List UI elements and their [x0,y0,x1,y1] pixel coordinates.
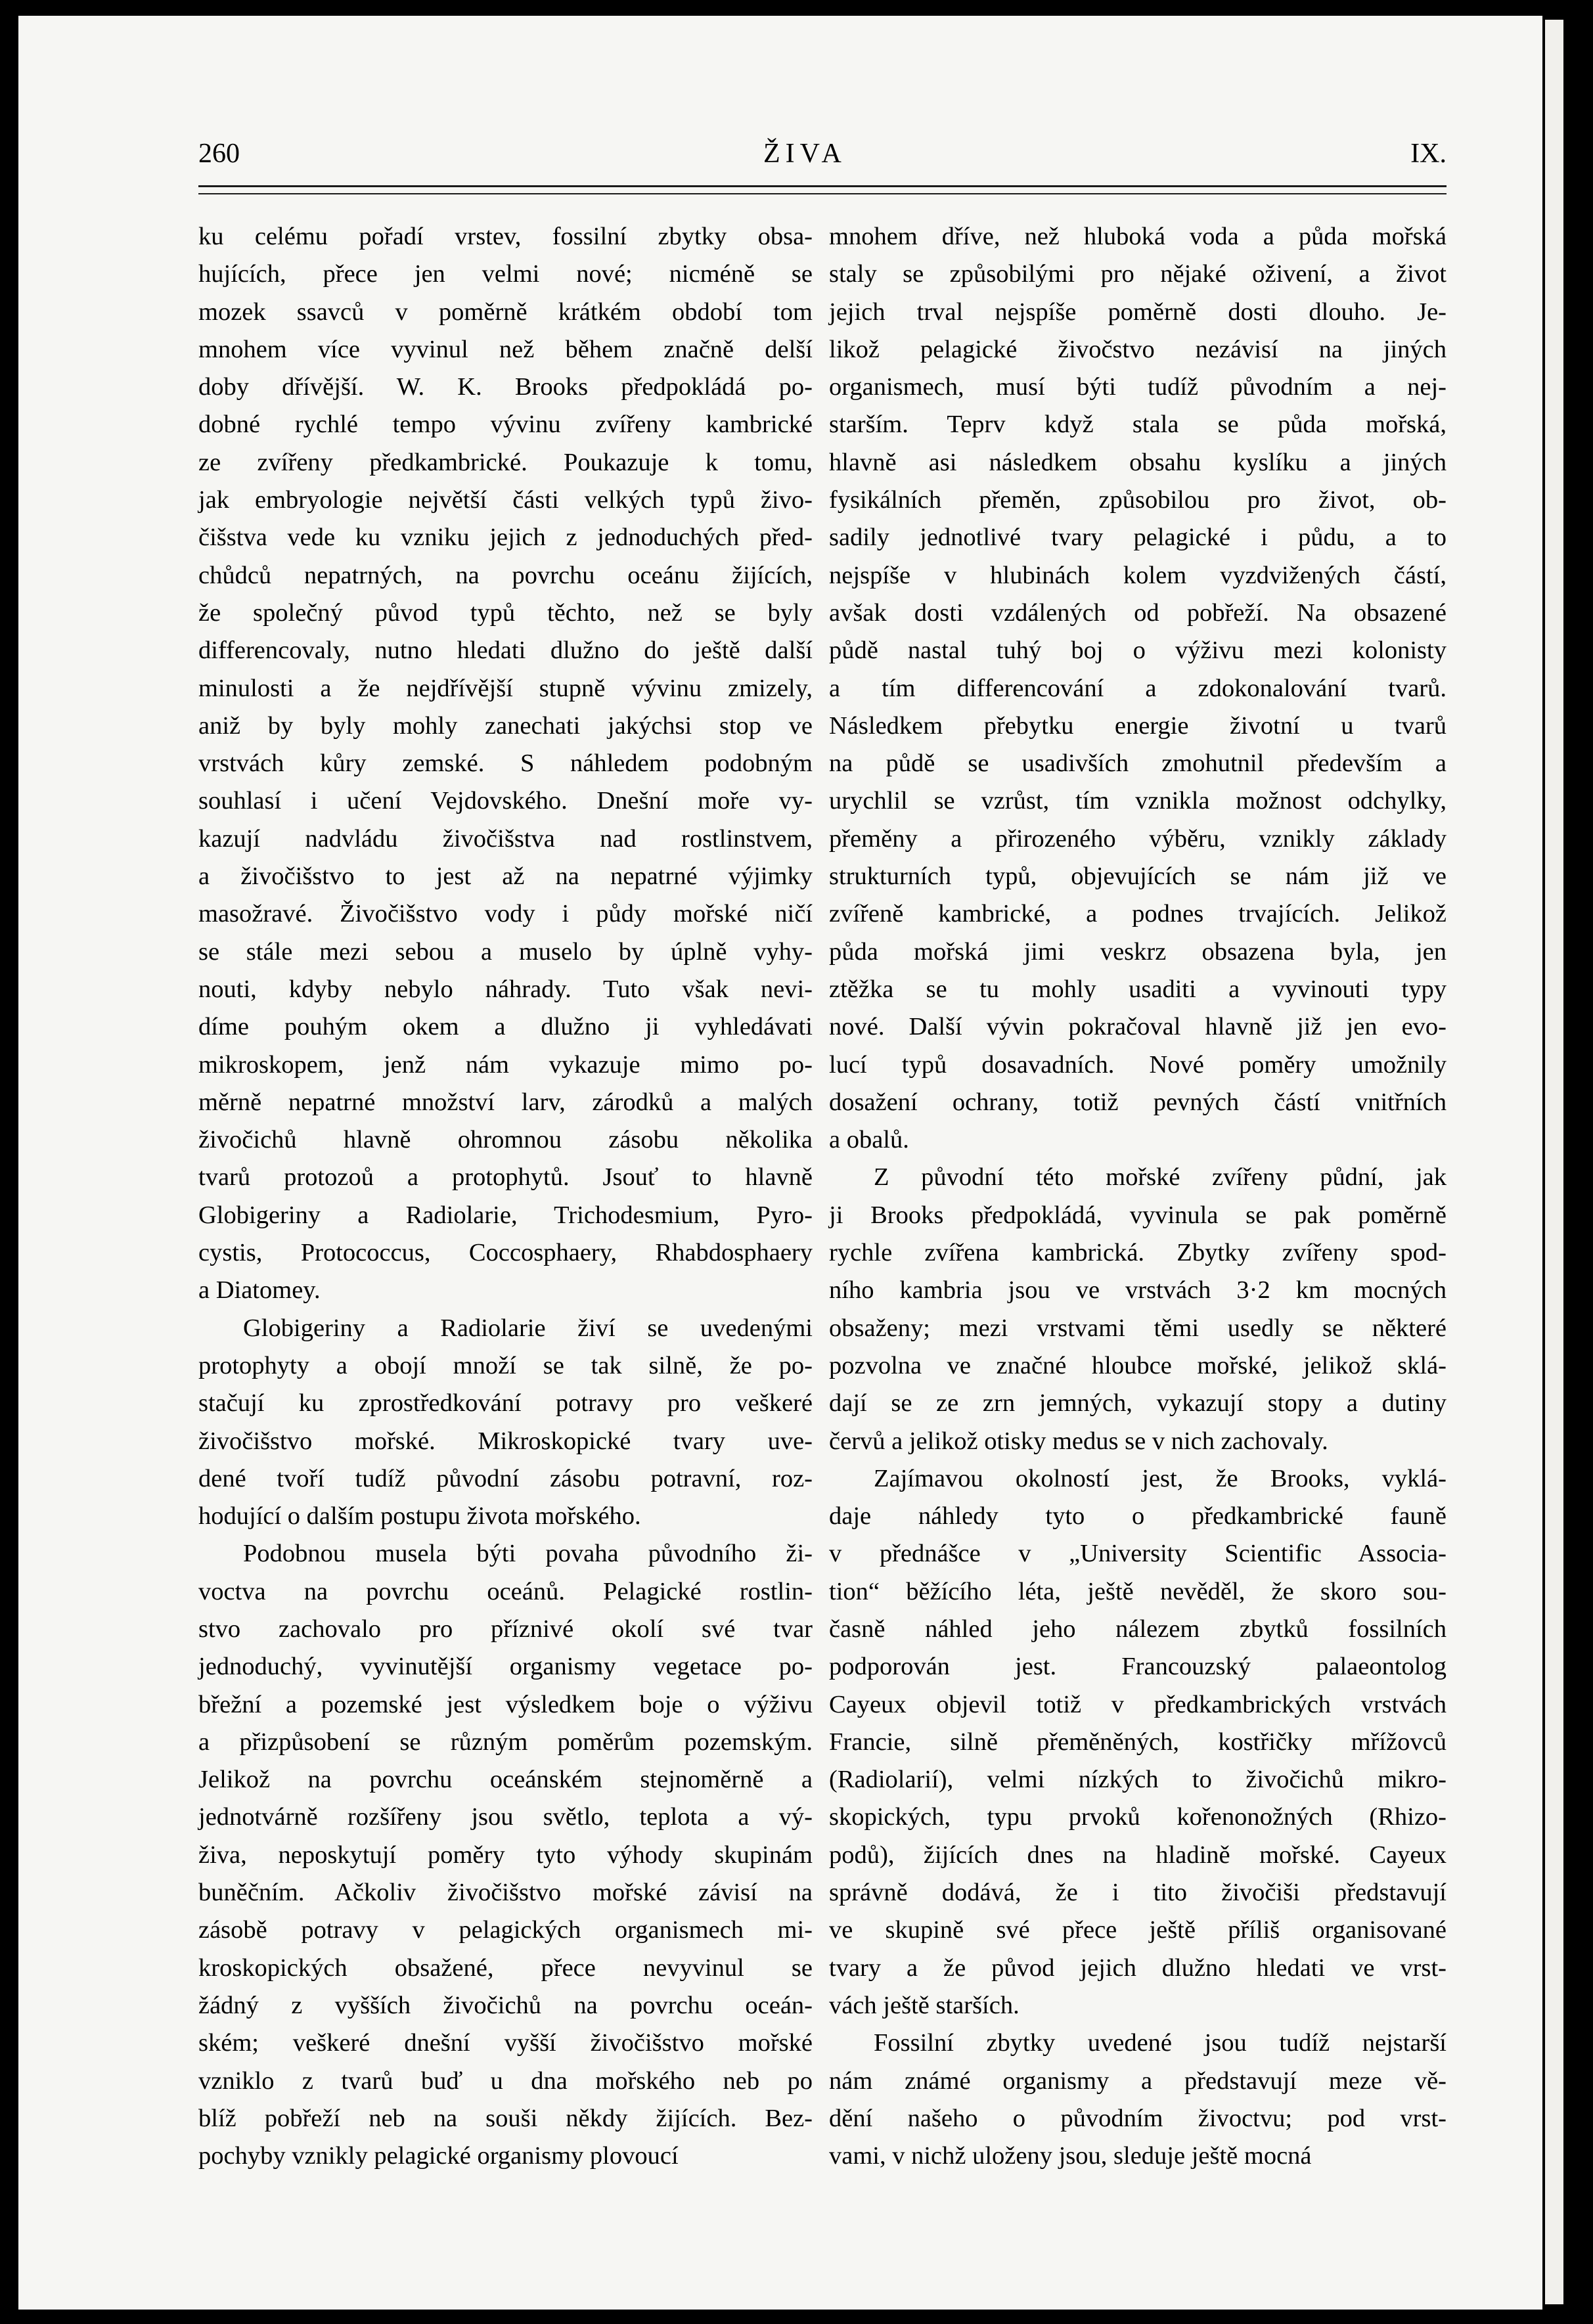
text-line: tvarů protozoů a protophytů. Jsouť to hlavně [198,1163,813,1192]
text-line: protophyty a obojí množí se tak silně, že po- [198,1351,813,1379]
text-line: rychle zvířena kambrická. Zbytky zvířeny spod- [829,1239,1447,1267]
text-line: žádný z vyšších živočichů na povrchu oceán- [198,1991,813,2019]
volume-number: IX. [1410,139,1447,169]
text-line: starším. Teprv když stala se půda mořská, [829,411,1447,439]
text-line: doby dřívější. W. K. Brooks předpokládá po- [198,373,813,401]
text-line: aniž by byly mohly zanechati jakýchsi stop ve [198,711,813,740]
text-line: differencovaly, nutno hledati dlužno do ještě další [198,637,813,665]
film-edge [1545,20,1563,2304]
text-line: obsaženy; mezi vrstvami těmi usedly se některé [829,1314,1447,1342]
left-column [198,218,813,2175]
text-line: ském; veškeré dnešní vyšší živočišstvo mořské [198,2029,813,2057]
text-line: lucí typů dosavadních. Nové poměry umožnily [829,1050,1447,1079]
journal-title: ŽIVA [763,139,847,169]
text-line: hlavně asi následkem obsahu kyslíku a jiných [829,448,1447,476]
text-line: Podobnou musela býti povaha původního ži- [243,1540,813,1568]
text-line: souhlasí i učení Vejdovského. Dnešní moře vy- [198,787,813,815]
paragraph [829,2024,1447,2175]
text-line: Z původní této mořské zvířeny půdní, jak [874,1163,1447,1192]
text-line: pochyby vznikly pelagické organismy plovoucí [198,2142,679,2170]
text-line: organismech, musí býti tudíž původním a nej- [829,373,1447,401]
text-line: mnohem dříve, než hluboká voda a půda mořská [829,223,1447,250]
text-line: Globigeriny a Radiolarie živí se uvedenými [243,1314,813,1342]
text-line: jednoduchý, vyvinutější organismy vegetace po- [198,1653,813,1681]
right-column [829,218,1447,2175]
text-line: buněčním. Ačkoliv živočišstvo mořské závisí na [198,1879,813,1907]
text-line: Fossilní zbytky uvedené jsou tudíž nejstarší [874,2029,1447,2057]
text-line: nejspíše v hlubinách kolem vyzdvižených částí, [829,561,1447,589]
text-line: pozvolna ve značné hloubce mořské, jelikož sklá- [829,1351,1447,1379]
text-line: fysikálních přeměn, způsobilou pro život, ob- [829,486,1447,514]
text-line: na půdě se usadivších zmohutnil především a [829,749,1447,778]
text-line: Jelikož na povrchu oceánském stejnoměrně a [198,1766,813,1794]
text-line: strukturních typů, objevujících se nám již ve [829,862,1447,891]
text-line: hodující o dalším postupu života mořského. [198,1502,641,1531]
text-line: ve skupině své přece ještě příliš organisované [829,1916,1447,1944]
text-line: živočišstvo mořské. Mikroskopické tvary uve- [198,1427,813,1455]
text-line: blíž pobřeží neb na souši někdy žijících. Bez- [198,2104,813,2132]
paragraph [829,218,1447,1159]
paragraph [198,218,813,1310]
text-line: a obalů. [829,1126,909,1154]
text-line: časně náhled jeho nálezem zbytků fossilních [829,1615,1447,1643]
text-line: podporován jest. Francouzský palaeontolog [829,1653,1447,1681]
text-line: avšak dosti vzdálených od pobřeží. Na obsazené [829,598,1447,627]
text-line: v přednášce v „University Scientific Associa- [829,1540,1447,1568]
text-line: mikroskopem, jenž nám vykazuje mimo po- [198,1050,813,1079]
text-line: cystis, Protococcus, Coccosphaery, Rhabdosphaery [198,1239,813,1267]
text-line: mozek ssavců v poměrně krátkém období tom [198,298,813,326]
text-line: správně dodává, že i tito živočiši představují [829,1879,1447,1907]
text-line: podů), žijících dnes na hladině mořské. Cayeux [829,1841,1447,1869]
text-line: dobné rychlé tempo vývinu zvířeny kambrické [198,411,813,439]
text-line: vrstvách kůry zemské. S náhledem podobným [198,749,813,778]
text-line: Následkem přebytku energie životní u tvarů [829,711,1447,740]
text-line: přeměny a přirozeného výběru, vznikly základy [829,824,1447,853]
text-line: břežní a pozemské jest výsledkem boje o výživu [198,1690,813,1718]
text-line: nouti, kdyby nebylo náhrady. Tuto však nevi- [198,975,813,1003]
text-line: stvo zachovalo pro příznivé okolí své tvar [198,1615,813,1643]
text-line: ku celému pořadí vrstev, fossilní zbytky obsa- [198,223,813,250]
text-line: nám známé organismy a představují meze vě- [829,2067,1447,2095]
text-line: jednotvárně rozšířeny jsou světlo, teplota a vý- [198,1803,813,1831]
paragraph [829,1159,1447,1460]
text-line: chůdců nepatrných, na povrchu oceánu žijících, [198,561,813,589]
text-line: urychlil se vzrůst, tím vznikla možnost odchylky, [829,787,1447,815]
text-line: tion“ běžícího léta, ještě nevěděl, že skoro sou- [829,1577,1447,1605]
text-line: Zajímavou okolností jest, že Brooks, vyklá- [874,1464,1447,1492]
text-line: ji Brooks předpokládá, vyvinula se pak poměrně [829,1201,1447,1229]
text-line: půda mořská jimi veskrz obsazena byla, jen [829,937,1447,966]
text-line: sadily jednotlivé tvary pelagické i půdu, a to [829,524,1447,552]
text-line: mnohem více vyvinul než během značně delší [198,335,813,363]
paragraph [198,1310,813,1536]
text-line: že společný původ typů těchto, než se byly [198,598,813,627]
text-line: jejich trval nejspíše poměrně dosti dlouho. Je- [829,298,1447,326]
text-line: vách ještě starších. [829,1991,1020,2019]
page-number: 260 [198,139,240,169]
text-line: nové. Další vývin pokračoval hlavně již jen evo- [829,1013,1447,1041]
text-line: kroskopických obsažené, přece nevyvinul se [198,1954,813,1982]
text-line: masožravé. Živočišstvo vody i půdy mořské ničí [198,900,813,928]
text-line: vzniklo z tvarů buď u dna mořského neb po [198,2067,813,2095]
text-line: červů a jelikož otisky medus se v nich zachovaly. [829,1427,1328,1455]
paragraph [198,1535,813,2175]
page-header [198,138,1447,184]
text-line: a živočišstvo to jest až na nepatrné výjimky [198,862,813,891]
text-line: ního kambria jsou ve vrstvách 3·2 km mocných [829,1276,1447,1305]
text-line: ztěžka se tu mohly usaditi a vyvinouti typy [829,975,1447,1003]
text-line: zvířeně kambrické, a podnes trvajících. Jelikož [829,900,1447,928]
text-line: kazují nadvládu živočišstva nad rostlinstvem, [198,824,813,853]
text-line: voctva na povrchu oceánů. Pelagické rostlin- [198,1577,813,1605]
text-line: staly se způsobilými pro nějaké oživení, a život [829,260,1447,288]
text-line: půdě nastal tuhý boj o výživu mezi kolonisty [829,637,1447,665]
text-line: Francie, silně přeměněných, kostřičky mřížovců [829,1728,1447,1756]
header-rule [198,185,1447,194]
text-line: živočichů hlavně ohromnou zásobu několika [198,1126,813,1154]
text-line: jak embryologie největší části velkých typů živo- [198,486,813,514]
text-line: dosažení ochrany, totiž pevných částí vnitřních [829,1088,1447,1116]
text-line: dají se ze zrn jemných, vykazují stopy a dutiny [829,1389,1447,1418]
text-line: vami, v nichž uloženy jsou, sleduje ještě mocná [829,2142,1312,2170]
text-line: skopických, typu prvoků kořenonožných (Rhizo- [829,1803,1447,1831]
text-line: čišstva vede ku vzniku jejich z jednoduchých před- [198,524,813,552]
text-line: stačují ku zprostředkování potravy pro veškeré [198,1389,813,1418]
text-line: Globigeriny a Radiolarie, Trichodesmium, Pyro- [198,1201,813,1229]
text-line: dené tvoří tudíž původní zásobu potravní, roz- [198,1464,813,1492]
text-line: (Radiolarií), velmi nízkých to živočichů mikro- [829,1766,1447,1794]
paragraph [829,1460,1447,2024]
text-line: zásobě potravy v pelagických organismech mi- [198,1916,813,1944]
text-line: tvary a že původ jejich dlužno hledati ve vrst- [829,1954,1447,1982]
text-line: Cayeux objevil totiž v předkambrických vrstvách [829,1690,1447,1718]
text-line: měrně nepatrné množství larv, zárodků a malých [198,1088,813,1116]
text-line: a přizpůsobení se různým poměrům pozemským. [198,1728,813,1756]
text-line: a tím differencování a zdokonalování tvarů. [829,674,1447,702]
text-line: díme pouhým okem a dlužno ji vyhledávati [198,1013,813,1041]
text-line: se stále mezi sebou a muselo by úplně vyhy- [198,937,813,966]
text-line: likož pelagické živočstvo nezávisí na jiných [829,335,1447,363]
text-line: hujících, přece jen velmi nové; nicméně se [198,260,813,288]
text-line: minulosti a že nejdřívější stupně vývinu zmizely, [198,674,813,702]
text-line: a Diatomey. [198,1276,321,1305]
text-line: daje náhledy tyto o předkambrické fauně [829,1502,1447,1531]
text-line: ze zvířeny předkambrické. Poukazuje k tomu, [198,448,813,476]
text-line: živa, neposkytují poměry tyto výhody skupinám [198,1841,813,1869]
text-line: dění našeho o původním živoctvu; pod vrst- [829,2104,1447,2132]
